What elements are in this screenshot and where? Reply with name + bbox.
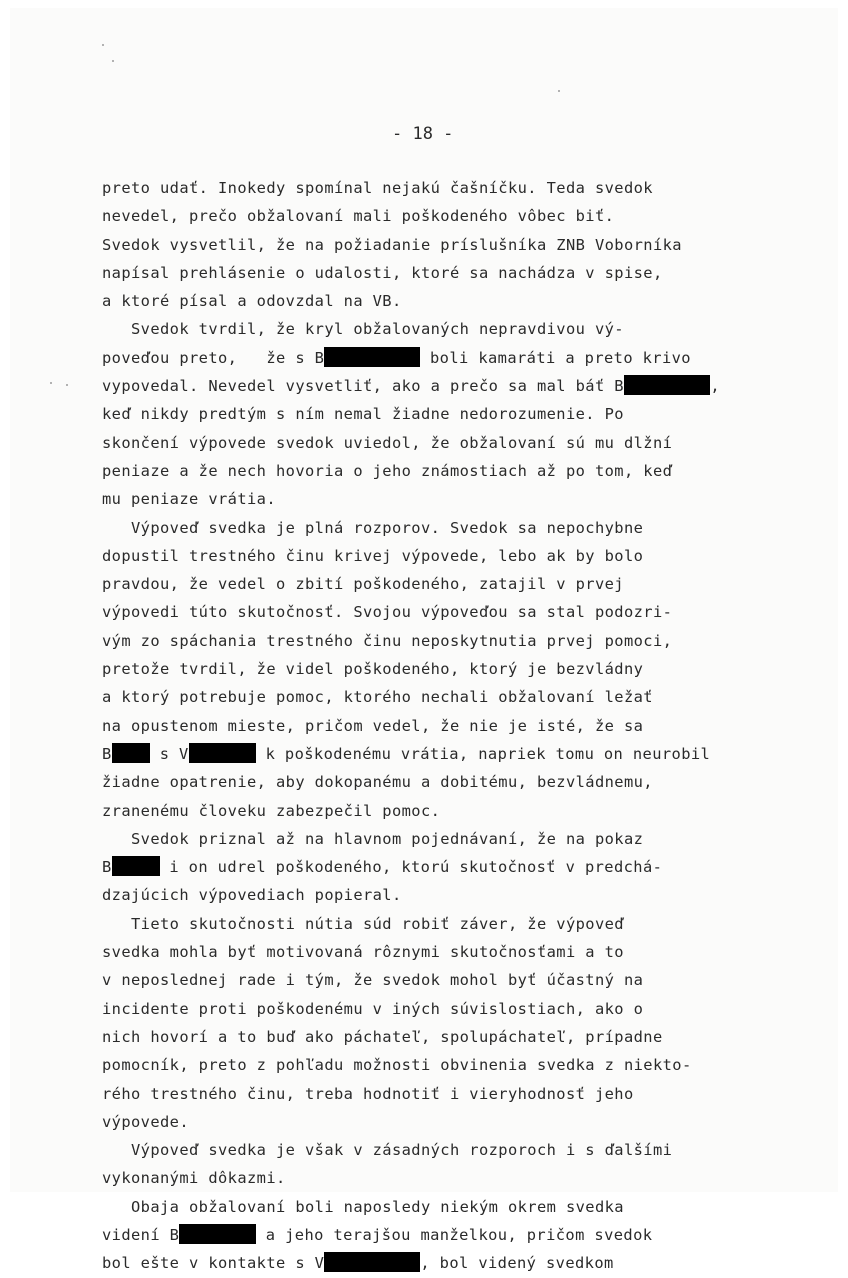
text-line (102, 174, 720, 202)
redaction-block (624, 375, 710, 395)
text-segment: Tieto skutočnosti nútia súd robiť záver, že výpoveď (102, 914, 624, 933)
text-line (102, 570, 720, 598)
text-line (102, 966, 720, 994)
text-segment: Svedok priznal až na hlavnom pojednávaní, že na pokaz (102, 829, 644, 848)
text-line (102, 627, 720, 655)
document-page (10, 8, 838, 1273)
text-segment: pretože tvrdil, že videl poškodeného, ktorý je bezvládny (102, 660, 644, 679)
text-line (102, 938, 720, 966)
text-line (102, 740, 720, 768)
text-line (102, 797, 720, 825)
text-segment: B (102, 744, 112, 763)
text-segment: k poškodenému vrátia, napriek tomu on neurobil (255, 744, 711, 763)
text-line (102, 1221, 720, 1249)
text-line (102, 712, 720, 740)
text-line (102, 1249, 720, 1277)
text-segment: nich hovorí a to buď ako páchateľ, spolupáchateľ, prípadne (102, 1027, 663, 1046)
text-segment: rého trestného činu, treba hodnotiť i vieryhodnosť jeho (102, 1084, 634, 1103)
text-segment: bol ešte v kontakte s V (102, 1254, 325, 1273)
text-segment: incidente proti poškodenému v iných súvislostiach, ako o (102, 999, 644, 1018)
text-line (102, 1080, 720, 1108)
text-segment: vykonanými dôkazmi. (102, 1169, 286, 1188)
text-segment: Výpoveď svedka je však v zásadných rozporoch i s ďalšími (102, 1141, 673, 1160)
text-segment: preto udať. Inokedy spomínal nejakú čašníčku. Teda svedok (102, 179, 653, 197)
redaction-block (112, 743, 150, 763)
document-body (102, 174, 720, 1278)
text-segment: peniaze a že nech hovoria o jeho známostiach až po tom, keď (102, 461, 673, 480)
text-segment: výpovede. (102, 1112, 189, 1131)
text-line (102, 655, 720, 683)
text-segment: vým zo spáchania trestného činu neposkytnutia prvej pomoci, (102, 631, 673, 650)
text-segment: dopustil trestného činu krivej výpovede, lebo ak by bolo (102, 546, 644, 565)
redaction-block (112, 856, 160, 876)
page-number: - 18 - (392, 124, 454, 144)
text-segment: napísal prehlásenie o udalosti, ktoré sa nachádza v spise, (102, 263, 663, 282)
text-segment: a ktoré písal a odovzdal na VB. (102, 292, 402, 311)
text-line (102, 853, 720, 881)
text-segment: pravdou, že vedel o zbití poškodeného, zatajil v prvej (102, 575, 624, 594)
text-line (102, 287, 720, 315)
text-line (102, 1193, 720, 1221)
text-line (102, 1136, 720, 1164)
text-segment: a ktorý potrebuje pomoc, ktorého nechali obžalovaní ležať (102, 688, 653, 707)
text-segment: s V (150, 744, 189, 763)
text-line (102, 910, 720, 938)
text-line (102, 429, 720, 457)
text-line (102, 514, 720, 542)
text-line (102, 259, 720, 287)
text-segment: Obaja obžalovaní boli naposledy niekým okrem svedka (102, 1197, 624, 1216)
text-line (102, 1108, 720, 1136)
text-segment: na opustenom mieste, pričom vedel, že nie je isté, že sa (102, 716, 644, 735)
text-segment: v neposlednej rade i tým, že svedok mohol byť účastný na (102, 971, 644, 990)
text-line (102, 372, 720, 400)
text-line (102, 1164, 720, 1192)
text-segment: a jeho terajšou manželkou, pričom svedok (256, 1225, 653, 1244)
redaction-block (324, 347, 420, 367)
text-segment: výpovedi túto skutočnosť. Svojou výpoveďou sa stal podozri- (102, 603, 673, 622)
text-segment: boli kamaráti a preto krivo (420, 348, 691, 367)
text-segment: mu peniaze vrátia. (102, 490, 276, 509)
text-line (102, 881, 720, 909)
text-segment: , (710, 377, 721, 396)
text-segment: poveďou preto, že s B (102, 348, 325, 367)
text-line (102, 825, 720, 853)
text-line (102, 1051, 720, 1079)
text-line (102, 231, 720, 259)
text-segment: žiadne opatrenie, aby dokopanému a dobitému, bezvládnemu, (102, 773, 653, 792)
text-line (102, 598, 720, 626)
text-line (102, 457, 720, 485)
text-segment: dzajúcich výpovediach popieral. (102, 886, 402, 905)
text-segment: , bol videný svedkom (420, 1254, 614, 1273)
text-line (102, 995, 720, 1023)
text-segment: Svedok tvrdil, že kryl obžalovaných nepravdivou vý- (102, 320, 624, 339)
text-line (102, 344, 720, 372)
text-segment: vypovedal. Nevedel vysvetliť, ako a prečo sa mal báť B (102, 377, 624, 396)
text-segment: zranenému človeku zabezpečil pomoc. (102, 801, 441, 820)
text-segment: i on udrel poškodeného, ktorú skutočnosť v predchá- (159, 858, 663, 877)
text-line (102, 768, 720, 796)
text-line (102, 315, 720, 343)
redaction-block (189, 743, 256, 763)
text-line (102, 542, 720, 570)
text-line (102, 1023, 720, 1051)
text-segment: skončení výpovede svedok uviedol, že obžalovaní sú mu dlžní (102, 433, 673, 452)
text-segment: keď nikdy predtým s ním nemal žiadne nedorozumenie. Po (102, 405, 624, 424)
text-segment: pomocník, preto z pohľadu možnosti obvinenia svedka z niekto- (102, 1056, 692, 1075)
text-segment: videní B (102, 1225, 180, 1244)
text-line (102, 485, 720, 513)
text-line (102, 202, 720, 230)
text-segment: nevedel, prečo obžalovaní mali poškodeného vôbec biť. (102, 207, 615, 226)
text-line (102, 683, 720, 711)
redaction-block (179, 1224, 256, 1244)
redaction-block (324, 1252, 420, 1272)
text-segment: Svedok vysvetlil, že na požiadanie príslušníka ZNB Voborníka (102, 235, 682, 254)
text-line (102, 400, 720, 428)
text-segment: B (102, 858, 112, 877)
text-segment: svedka mohla byť motivovaná rôznymi skutočnosťami a to (102, 943, 624, 962)
text-segment: Výpoveď svedka je plná rozporov. Svedok sa nepochybne (102, 518, 644, 537)
